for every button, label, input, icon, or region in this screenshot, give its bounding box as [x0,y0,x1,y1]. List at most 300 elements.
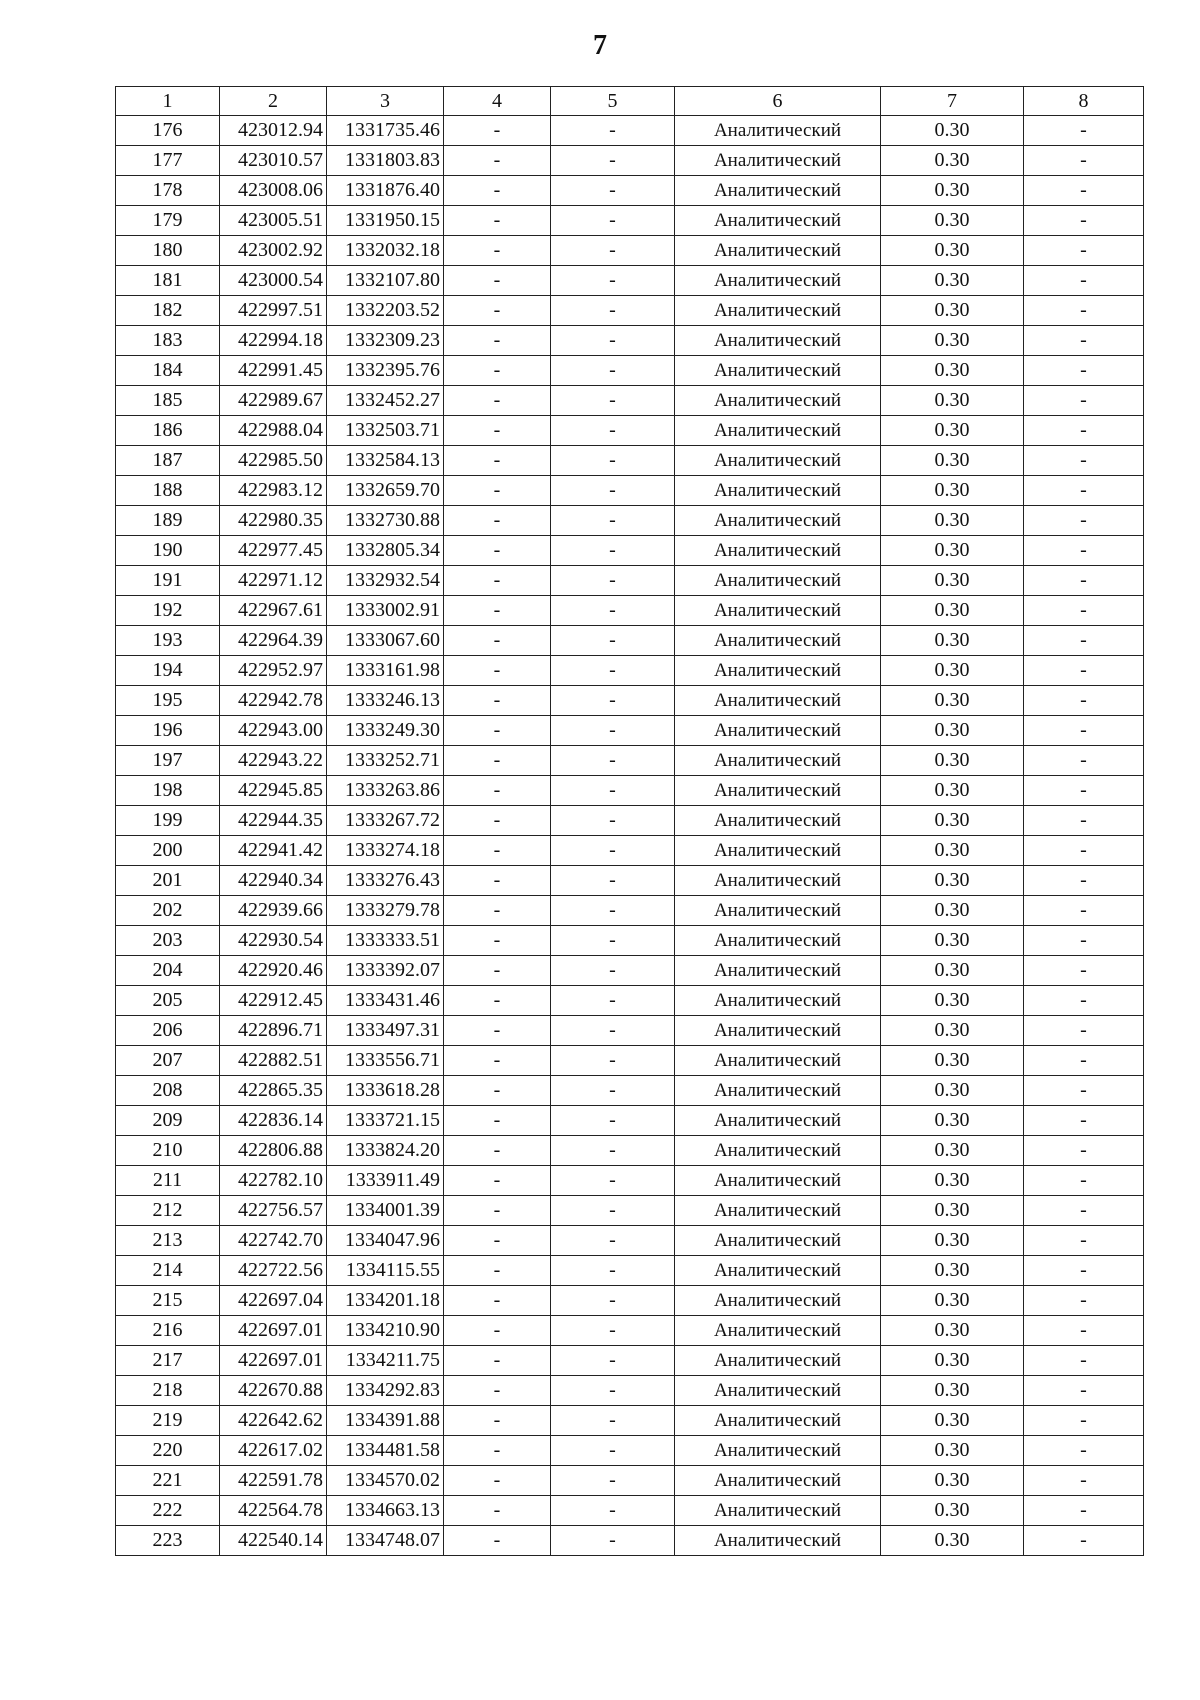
column-8-cell: - [1024,1076,1144,1106]
column-5-cell: - [551,746,675,776]
accuracy-cell: 0.30 [881,1106,1024,1136]
y-coordinate-cell: 1333067.60 [327,626,444,656]
accuracy-cell: 0.30 [881,1016,1024,1046]
y-coordinate-cell: 1333276.43 [327,866,444,896]
y-coordinate-cell: 1334481.58 [327,1436,444,1466]
accuracy-cell: 0.30 [881,1256,1024,1286]
x-coordinate-cell: 422564.78 [220,1496,327,1526]
point-number-cell: 188 [116,476,220,506]
point-number-cell: 193 [116,626,220,656]
y-coordinate-cell: 1333263.86 [327,776,444,806]
table-row [116,1286,1144,1316]
x-coordinate-cell: 422952.97 [220,656,327,686]
y-coordinate-cell: 1333431.46 [327,986,444,1016]
method-cell: Аналитический [675,506,881,536]
y-coordinate-cell: 1332659.70 [327,476,444,506]
x-coordinate-cell: 422882.51 [220,1046,327,1076]
y-coordinate-cell: 1331876.40 [327,176,444,206]
x-coordinate-cell: 422670.88 [220,1376,327,1406]
method-cell: Аналитический [675,176,881,206]
y-coordinate-cell: 1332503.71 [327,416,444,446]
point-number-cell: 222 [116,1496,220,1526]
column-8-cell: - [1024,206,1144,236]
y-coordinate-cell: 1333497.31 [327,1016,444,1046]
accuracy-cell: 0.30 [881,1526,1024,1556]
point-number-cell: 191 [116,566,220,596]
table-row [116,1406,1144,1436]
column-8-cell: - [1024,986,1144,1016]
column-8-cell: - [1024,146,1144,176]
column-8-cell: - [1024,926,1144,956]
method-cell: Аналитический [675,356,881,386]
point-number-cell: 212 [116,1196,220,1226]
table-row [116,1196,1144,1226]
column-4-cell: - [444,356,551,386]
method-cell: Аналитический [675,386,881,416]
y-coordinate-cell: 1334292.83 [327,1376,444,1406]
point-number-cell: 201 [116,866,220,896]
column-5-cell: - [551,1256,675,1286]
accuracy-cell: 0.30 [881,896,1024,926]
column-8-cell: - [1024,476,1144,506]
accuracy-cell: 0.30 [881,1136,1024,1166]
table-row [116,386,1144,416]
x-coordinate-cell: 422980.35 [220,506,327,536]
column-8-cell: - [1024,1106,1144,1136]
column-8-cell: - [1024,686,1144,716]
method-cell: Аналитический [675,866,881,896]
column-4-cell: - [444,116,551,146]
column-5-cell: - [551,416,675,446]
point-number-cell: 217 [116,1346,220,1376]
accuracy-cell: 0.30 [881,386,1024,416]
column-4-cell: - [444,746,551,776]
column-4-cell: - [444,146,551,176]
method-cell: Аналитический [675,626,881,656]
y-coordinate-cell: 1331735.46 [327,116,444,146]
column-5-cell: - [551,1316,675,1346]
point-number-cell: 219 [116,1406,220,1436]
table-row [116,1076,1144,1106]
x-coordinate-cell: 422912.45 [220,986,327,1016]
accuracy-cell: 0.30 [881,356,1024,386]
point-number-cell: 183 [116,326,220,356]
column-8-cell: - [1024,896,1144,926]
table-row [116,866,1144,896]
table-row [116,176,1144,206]
method-cell: Аналитический [675,1526,881,1556]
accuracy-cell: 0.30 [881,776,1024,806]
y-coordinate-cell: 1332730.88 [327,506,444,536]
table-row [116,716,1144,746]
column-8-cell: - [1024,1316,1144,1346]
column-4-cell: - [444,686,551,716]
method-cell: Аналитический [675,1046,881,1076]
method-cell: Аналитический [675,686,881,716]
x-coordinate-cell: 422943.00 [220,716,327,746]
column-8-cell: - [1024,1166,1144,1196]
column-5-cell: - [551,1226,675,1256]
table-row [116,896,1144,926]
column-8-cell: - [1024,836,1144,866]
table-row [116,266,1144,296]
column-5-cell: - [551,926,675,956]
column-4-cell: - [444,446,551,476]
column-5-cell: - [551,626,675,656]
point-number-cell: 216 [116,1316,220,1346]
table-row [116,356,1144,386]
x-coordinate-cell: 422971.12 [220,566,327,596]
column-header-2: 2 [220,87,327,116]
point-number-cell: 182 [116,296,220,326]
accuracy-cell: 0.30 [881,626,1024,656]
table-row [116,1016,1144,1046]
column-header-3: 3 [327,87,444,116]
column-5-cell: - [551,986,675,1016]
x-coordinate-cell: 422991.45 [220,356,327,386]
column-5-cell: - [551,386,675,416]
x-coordinate-cell: 422977.45 [220,536,327,566]
column-5-cell: - [551,566,675,596]
y-coordinate-cell: 1331950.15 [327,206,444,236]
point-number-cell: 207 [116,1046,220,1076]
x-coordinate-cell: 422943.22 [220,746,327,776]
point-number-cell: 196 [116,716,220,746]
column-8-cell: - [1024,596,1144,626]
y-coordinate-cell: 1333392.07 [327,956,444,986]
method-cell: Аналитический [675,1226,881,1256]
table-row [116,536,1144,566]
y-coordinate-cell: 1332395.76 [327,356,444,386]
accuracy-cell: 0.30 [881,1376,1024,1406]
point-number-cell: 184 [116,356,220,386]
x-coordinate-cell: 422697.04 [220,1286,327,1316]
point-number-cell: 204 [116,956,220,986]
table-row [116,746,1144,776]
column-4-cell: - [444,1526,551,1556]
column-4-cell: - [444,1256,551,1286]
accuracy-cell: 0.30 [881,296,1024,326]
table-row [116,626,1144,656]
column-5-cell: - [551,1496,675,1526]
accuracy-cell: 0.30 [881,566,1024,596]
column-4-cell: - [444,1376,551,1406]
accuracy-cell: 0.30 [881,326,1024,356]
method-cell: Аналитический [675,1256,881,1286]
x-coordinate-cell: 422988.04 [220,416,327,446]
column-8-cell: - [1024,656,1144,686]
column-8-cell: - [1024,1046,1144,1076]
column-8-cell: - [1024,1496,1144,1526]
column-4-cell: - [444,1046,551,1076]
point-number-cell: 221 [116,1466,220,1496]
accuracy-cell: 0.30 [881,446,1024,476]
x-coordinate-cell: 422940.34 [220,866,327,896]
accuracy-cell: 0.30 [881,686,1024,716]
point-number-cell: 205 [116,986,220,1016]
column-5-cell: - [551,146,675,176]
column-4-cell: - [444,296,551,326]
column-4-cell: - [444,1496,551,1526]
column-4-cell: - [444,896,551,926]
x-coordinate-cell: 422930.54 [220,926,327,956]
y-coordinate-cell: 1334047.96 [327,1226,444,1256]
method-cell: Аналитический [675,116,881,146]
column-4-cell: - [444,1166,551,1196]
method-cell: Аналитический [675,896,881,926]
column-5-cell: - [551,1016,675,1046]
method-cell: Аналитический [675,1406,881,1436]
x-coordinate-cell: 423000.54 [220,266,327,296]
column-4-cell: - [444,956,551,986]
y-coordinate-cell: 1332452.27 [327,386,444,416]
column-8-cell: - [1024,536,1144,566]
accuracy-cell: 0.30 [881,956,1024,986]
column-8-cell: - [1024,716,1144,746]
method-cell: Аналитический [675,1016,881,1046]
y-coordinate-cell: 1334391.88 [327,1406,444,1436]
table-row [116,236,1144,266]
accuracy-cell: 0.30 [881,1346,1024,1376]
table-row [116,1046,1144,1076]
column-4-cell: - [444,1076,551,1106]
table-row [116,806,1144,836]
table-row [116,1256,1144,1286]
accuracy-cell: 0.30 [881,206,1024,236]
table-row [116,416,1144,446]
column-5-cell: - [551,536,675,566]
method-cell: Аналитический [675,1196,881,1226]
column-5-cell: - [551,1376,675,1406]
table-row [116,1436,1144,1466]
x-coordinate-cell: 422806.88 [220,1136,327,1166]
y-coordinate-cell: 1333274.18 [327,836,444,866]
accuracy-cell: 0.30 [881,146,1024,176]
column-header-8: 8 [1024,87,1144,116]
column-8-cell: - [1024,326,1144,356]
y-coordinate-cell: 1333249.30 [327,716,444,746]
table-row [116,1226,1144,1256]
table-row [116,596,1144,626]
x-coordinate-cell: 422944.35 [220,806,327,836]
column-4-cell: - [444,236,551,266]
y-coordinate-cell: 1332584.13 [327,446,444,476]
column-4-cell: - [444,476,551,506]
column-8-cell: - [1024,176,1144,206]
column-4-cell: - [444,926,551,956]
method-cell: Аналитический [675,296,881,326]
column-5-cell: - [551,956,675,986]
column-header-4: 4 [444,87,551,116]
column-8-cell: - [1024,1226,1144,1256]
x-coordinate-cell: 422983.12 [220,476,327,506]
accuracy-cell: 0.30 [881,1166,1024,1196]
column-header-6: 6 [675,87,881,116]
accuracy-cell: 0.30 [881,746,1024,776]
x-coordinate-cell: 423002.92 [220,236,327,266]
column-8-cell: - [1024,776,1144,806]
column-5-cell: - [551,1166,675,1196]
y-coordinate-cell: 1334201.18 [327,1286,444,1316]
table-row [116,506,1144,536]
header-row [116,87,1144,116]
column-5-cell: - [551,656,675,686]
column-5-cell: - [551,1196,675,1226]
column-4-cell: - [444,1406,551,1436]
x-coordinate-cell: 422994.18 [220,326,327,356]
table-row [116,1496,1144,1526]
x-coordinate-cell: 422591.78 [220,1466,327,1496]
column-4-cell: - [444,506,551,536]
x-coordinate-cell: 423010.57 [220,146,327,176]
method-cell: Аналитический [675,1316,881,1346]
table-row [116,476,1144,506]
column-8-cell: - [1024,1526,1144,1556]
column-4-cell: - [444,806,551,836]
y-coordinate-cell: 1333002.91 [327,596,444,626]
column-4-cell: - [444,1226,551,1256]
column-8-cell: - [1024,806,1144,836]
column-5-cell: - [551,806,675,836]
x-coordinate-cell: 423008.06 [220,176,327,206]
point-number-cell: 211 [116,1166,220,1196]
column-5-cell: - [551,476,675,506]
x-coordinate-cell: 422967.61 [220,596,327,626]
point-number-cell: 213 [116,1226,220,1256]
y-coordinate-cell: 1332309.23 [327,326,444,356]
accuracy-cell: 0.30 [881,416,1024,446]
column-8-cell: - [1024,746,1144,776]
column-5-cell: - [551,1286,675,1316]
method-cell: Аналитический [675,146,881,176]
column-8-cell: - [1024,1436,1144,1466]
method-cell: Аналитический [675,836,881,866]
x-coordinate-cell: 422920.46 [220,956,327,986]
y-coordinate-cell: 1333556.71 [327,1046,444,1076]
accuracy-cell: 0.30 [881,1196,1024,1226]
x-coordinate-cell: 422756.57 [220,1196,327,1226]
column-8-cell: - [1024,1256,1144,1286]
x-coordinate-cell: 423012.94 [220,116,327,146]
method-cell: Аналитический [675,476,881,506]
column-8-cell: - [1024,1376,1144,1406]
column-5-cell: - [551,266,675,296]
column-8-cell: - [1024,446,1144,476]
point-number-cell: 194 [116,656,220,686]
table-row [116,296,1144,326]
column-8-cell: - [1024,566,1144,596]
column-8-cell: - [1024,416,1144,446]
y-coordinate-cell: 1333267.72 [327,806,444,836]
column-8-cell: - [1024,1406,1144,1436]
column-4-cell: - [444,176,551,206]
method-cell: Аналитический [675,566,881,596]
table-row [116,1376,1144,1406]
method-cell: Аналитический [675,596,881,626]
point-number-cell: 190 [116,536,220,566]
column-5-cell: - [551,1046,675,1076]
method-cell: Аналитический [675,446,881,476]
column-8-cell: - [1024,1346,1144,1376]
x-coordinate-cell: 422941.42 [220,836,327,866]
column-8-cell: - [1024,1196,1144,1226]
accuracy-cell: 0.30 [881,506,1024,536]
x-coordinate-cell: 422939.66 [220,896,327,926]
column-4-cell: - [444,716,551,746]
point-number-cell: 198 [116,776,220,806]
column-5-cell: - [551,686,675,716]
method-cell: Аналитический [675,986,881,1016]
accuracy-cell: 0.30 [881,656,1024,686]
accuracy-cell: 0.30 [881,596,1024,626]
x-coordinate-cell: 422540.14 [220,1526,327,1556]
column-4-cell: - [444,1346,551,1376]
point-number-cell: 192 [116,596,220,626]
column-4-cell: - [444,776,551,806]
x-coordinate-cell: 422942.78 [220,686,327,716]
accuracy-cell: 0.30 [881,926,1024,956]
column-header-1: 1 [116,87,220,116]
table-row [116,116,1144,146]
column-5-cell: - [551,356,675,386]
y-coordinate-cell: 1334570.02 [327,1466,444,1496]
column-5-cell: - [551,1466,675,1496]
column-8-cell: - [1024,116,1144,146]
x-coordinate-cell: 423005.51 [220,206,327,236]
method-cell: Аналитический [675,1376,881,1406]
column-8-cell: - [1024,266,1144,296]
column-4-cell: - [444,206,551,236]
x-coordinate-cell: 422617.02 [220,1436,327,1466]
accuracy-cell: 0.30 [881,266,1024,296]
method-cell: Аналитический [675,1166,881,1196]
y-coordinate-cell: 1333911.49 [327,1166,444,1196]
column-5-cell: - [551,776,675,806]
column-5-cell: - [551,836,675,866]
accuracy-cell: 0.30 [881,986,1024,1016]
column-5-cell: - [551,716,675,746]
y-coordinate-cell: 1332032.18 [327,236,444,266]
column-8-cell: - [1024,626,1144,656]
page-number: 7 [593,30,607,61]
point-number-cell: 218 [116,1376,220,1406]
method-cell: Аналитический [675,956,881,986]
x-coordinate-cell: 422642.62 [220,1406,327,1436]
y-coordinate-cell: 1334115.55 [327,1256,444,1286]
y-coordinate-cell: 1334663.13 [327,1496,444,1526]
accuracy-cell: 0.30 [881,836,1024,866]
y-coordinate-cell: 1332203.52 [327,296,444,326]
column-4-cell: - [444,1436,551,1466]
point-number-cell: 209 [116,1106,220,1136]
point-number-cell: 187 [116,446,220,476]
column-4-cell: - [444,386,551,416]
column-8-cell: - [1024,956,1144,986]
table-row [116,1106,1144,1136]
column-5-cell: - [551,506,675,536]
point-number-cell: 203 [116,926,220,956]
table-row [116,656,1144,686]
table-row [116,926,1144,956]
y-coordinate-cell: 1333618.28 [327,1076,444,1106]
column-5-cell: - [551,896,675,926]
method-cell: Аналитический [675,716,881,746]
column-5-cell: - [551,176,675,206]
x-coordinate-cell: 422836.14 [220,1106,327,1136]
point-number-cell: 180 [116,236,220,266]
point-number-cell: 220 [116,1436,220,1466]
column-8-cell: - [1024,1016,1144,1046]
